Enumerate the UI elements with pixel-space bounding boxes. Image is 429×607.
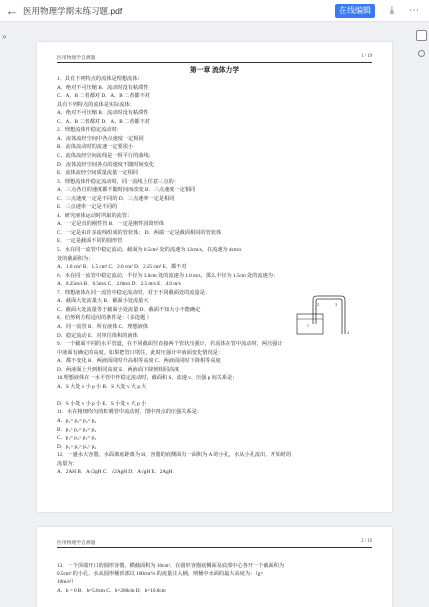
question-line: 处的截面积为： [57, 255, 94, 262]
chapter-title: 第一章 流体力学 [189, 67, 240, 74]
page-header [57, 539, 372, 548]
question-line: D．两液面上升到相同高度 E．两液面下降到相同高度 [57, 366, 180, 373]
online-edit-button[interactable]: 在线编辑 [335, 4, 375, 18]
header-left: 医用物理学自测题 [57, 541, 96, 546]
question-line: E．三点速率一定是不同的 [57, 204, 118, 211]
question-line: 流量为： [57, 460, 78, 467]
page-header [57, 54, 372, 63]
question-line: 2．理想流体作稳定流动时： [57, 127, 122, 134]
expand-sidebar-icon[interactable]: » [2, 32, 7, 41]
svg-text:4: 4 [347, 330, 349, 335]
question-line: 7．理想液体在同一流管中稳定流动时，对于不同截面处的流量是： [57, 289, 211, 296]
question-line: A．p₁= p₂= p₃= p₄ [57, 418, 97, 424]
question-line: 5．水在同一流管中稳定流动，截面为 0.5cm² 处的流速为 12cm/s，在流速为 4cm/s [57, 247, 242, 253]
question-line: A．绝对不可压缩 B．流动时没有粘滞性 [57, 110, 149, 117]
question-line: 6．水在同一流管中稳定流动，半径为 3.0cm 处的流速为 1.0 m/s，那么半径为 1.5cm 处的流速为： [57, 272, 279, 279]
svg-text:3: 3 [335, 302, 337, 307]
question-line: 具有下列特点的流体是实际流体： [57, 101, 135, 108]
siphon-figure [295, 294, 357, 338]
question-line: C．A、B 二者都对 D．A、B 二者都不对 [57, 93, 150, 100]
left-gutter [0, 22, 13, 596]
question-line: A．h = 0 B．h=5.0cm C．h=200cm D．h=10.0cm [57, 587, 166, 594]
back-arrow-icon[interactable]: ← [5, 3, 19, 18]
page-number: 2 / 19 [361, 539, 372, 544]
question-line: C．一定是由许多流线组成的管状体； D．两端一定是截面相同的管状体 [57, 229, 222, 236]
question-line: 8．伯努利方程适用的条件是：（多选题 ） [57, 315, 152, 322]
question-line: 10.理想液体在一水平管中作稳定流动时，截面积 S、流速 v、压强 p 间关系是： [57, 375, 238, 382]
question-line: B．p₁> p₂= p₃= p₄ [57, 426, 96, 433]
pdf-page-1 [37, 42, 392, 512]
pdf-page-2 [37, 527, 392, 607]
svg-text:1: 1 [307, 323, 309, 328]
question-line: A．S 大处 v 小 p 小 B．S 大处 v 大 p 大 [57, 383, 147, 390]
question-line: D．流体流经空间各点的速度不随时间变化 [57, 161, 155, 168]
question-line: A．0.25m/s B．0.5m/s C．2.0m/s D．2.5 m/s E．4.0 m/s [57, 281, 181, 288]
question-line: B．流体流动时的流速一定要很小 [57, 144, 134, 151]
question-line: A．流体流经空间中各点速度一定相同 [57, 135, 144, 142]
fit-page-icon[interactable] [416, 30, 427, 41]
question-line: 中液面有确定的高度。如果把管口堵住，此时压强计中液面变化情况是： [57, 349, 224, 356]
question-line: C．三点速度一定是不同的 D．三点速率一定是相同 [57, 195, 175, 202]
question-line: E．流体流经空间质量流量一定相同 [57, 170, 138, 177]
question-line: 1．具有下列特点的流体是理想流体： [57, 76, 143, 82]
question-line: 9．一个截面不同的水平管道，在不同截面竖直接两个管状压强计，若流体在管中流动时，两压强计 [57, 341, 283, 348]
question-line: C．p₁= p₄> p₂= p₃ [57, 435, 96, 442]
question-line: A．都不变化 B．两液面同时升高相等高度 C．两液面同时下降相等高度 [57, 358, 221, 365]
share-icon[interactable] [418, 50, 425, 57]
question-line: C．流体流经空间流线是一组平行的曲线； [57, 152, 154, 159]
question-line: 10m/s²） [57, 579, 77, 586]
question-line: A．同一流管 B．所有液体 C．理想液体 [57, 323, 149, 330]
more-options-icon[interactable]: ⋯ [409, 5, 419, 16]
question-line: D．p₁> p₂> p₃> p₄ [57, 443, 97, 450]
top-toolbar [0, 0, 429, 22]
question-line: A．截面大处流量大 B．截面小处流量大 [57, 298, 149, 305]
question-line: A．2AH B．A√2gH C．√2AgH D．A√gH E．2AgH [57, 469, 173, 476]
question-line: A．1.0 cm² B．1.5 cm² C．2.0 cm² D．2.25 cm² E．都不对 [57, 264, 187, 271]
file-title: 医用物理学期末练习题.pdf [23, 5, 123, 16]
question-line: 12．一盛水大容器，水面离底距离为 H，容器的底侧面有一面积为 A 的小孔，水从小孔流出，开始时的 [57, 452, 292, 459]
question-line: C．A、B 二者都对 D．A、B 二者都不对 [57, 118, 150, 125]
question-line: E．一定是截面不同的圆形管 [57, 238, 123, 245]
question-line: A．三点各自的速度都不随时间而改变 B．三点速度一定相同 [57, 187, 196, 194]
svg-text:2: 2 [317, 302, 319, 307]
header-left: 医用物理学自测题 [57, 56, 96, 61]
question-line: A．绝对不可压缩 B．流动时没有粘滞性 [57, 84, 149, 91]
question-line: 0.5cm² 的小孔，水从圆形桶顶部以 100cm³/s 的流量注入桶，则桶中水面的最大高度为：（g= [57, 571, 264, 578]
right-side-tools [415, 22, 429, 596]
question-line: A．一定是直的刚性管 B．一定是刚性园筒形体 [57, 221, 165, 228]
page-number: 1 / 19 [361, 54, 372, 59]
question-line: 4．研究液体运动时所取的流管： [57, 212, 133, 219]
question-line: C．截面大处流量等于截面小处流量 D．截面不知大小不能确定 [57, 306, 201, 313]
question-line: 11．水在粗细均匀的虹吸管中流动时，图中四点的压强关系是： [57, 409, 203, 416]
download-icon[interactable]: ⤓ [389, 5, 395, 16]
question-line: D．稳定流动 E．对单位体积的液体 [57, 332, 138, 339]
question-line: D．S 小处 v 小 p 小 E．S 小处 v 大 p 小 [57, 400, 147, 407]
question-line: 13．一个顶端开口的圆形容器，横截面积为 10cm²，在圆形容器底侧面及底部中心各开一个截面积为 [57, 563, 285, 569]
question-line: 3．理想流体作稳定流动时，同一流线上任意三点的： [57, 178, 179, 185]
